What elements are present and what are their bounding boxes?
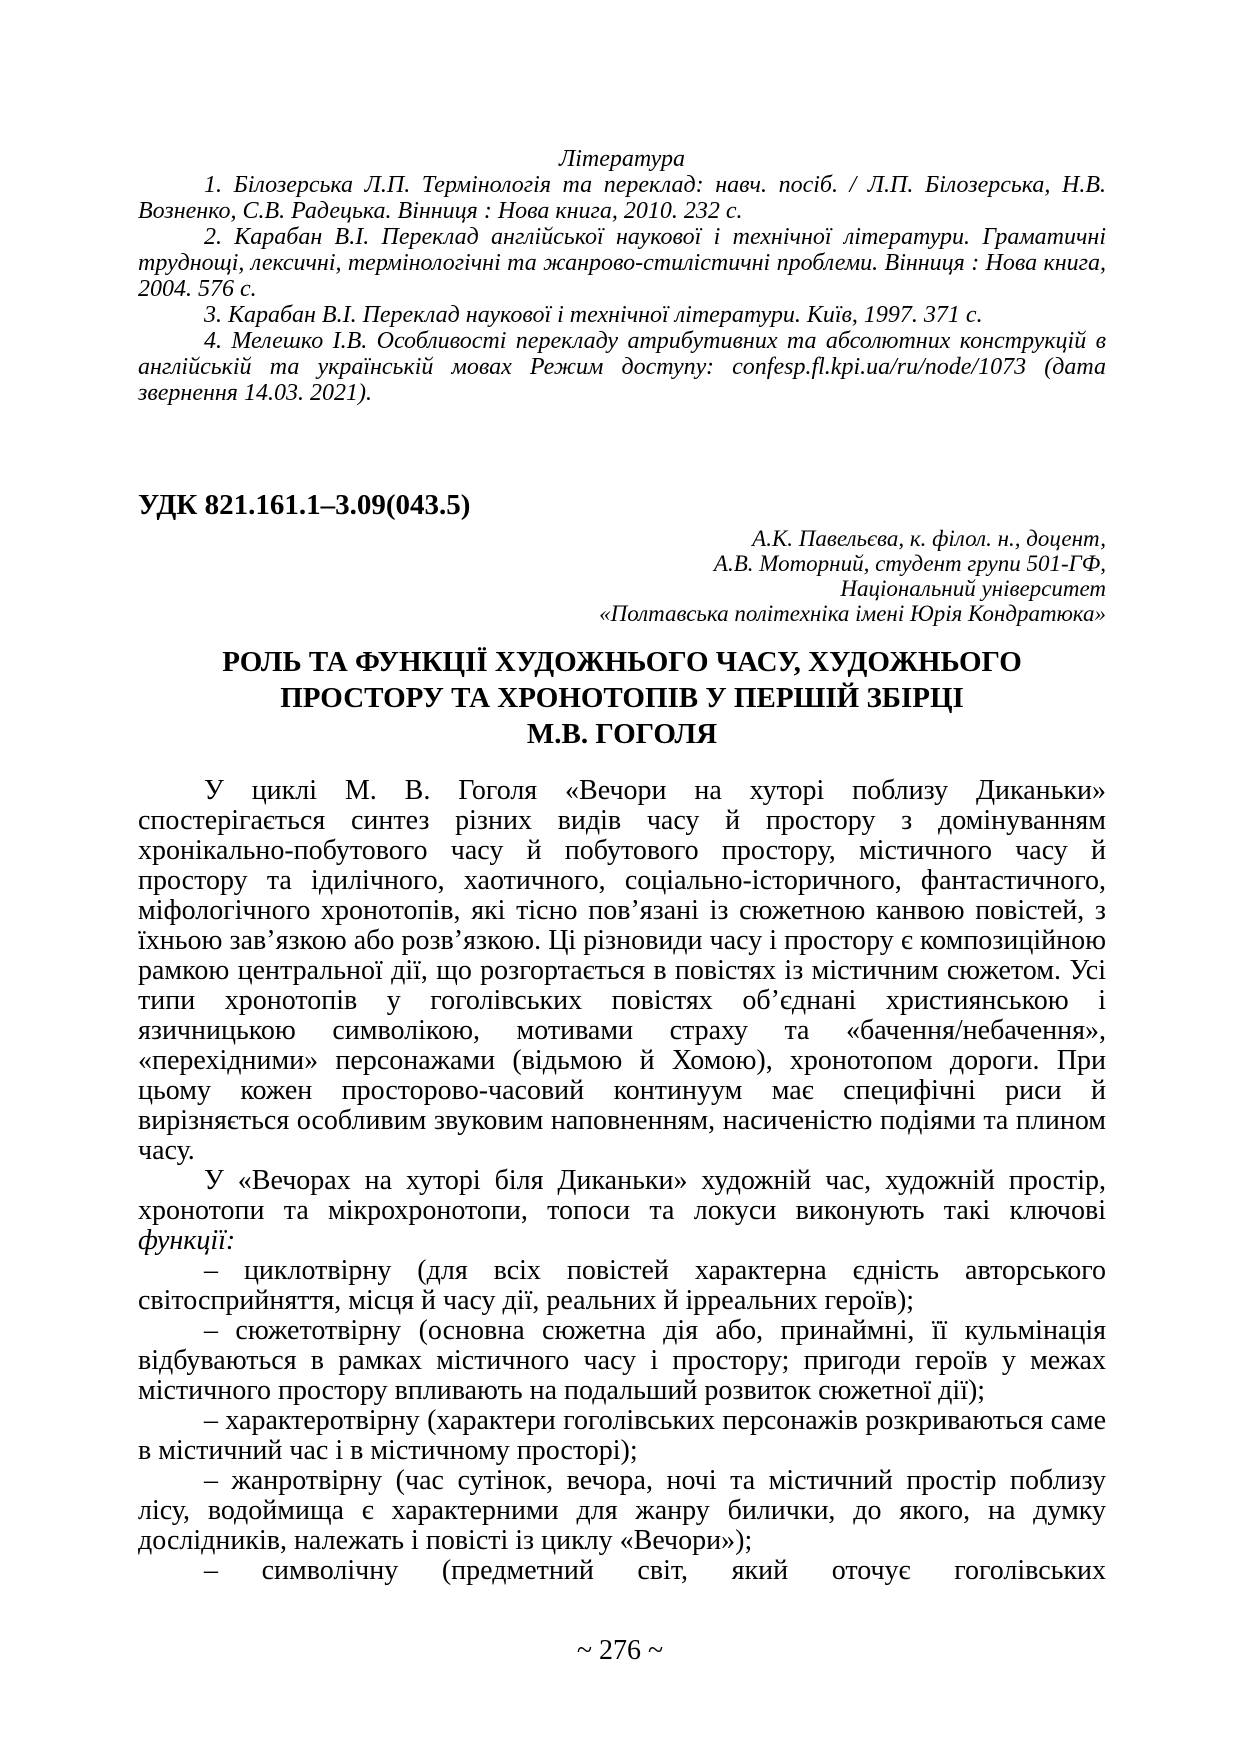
author-line: А.К. Павельєва, к. філол. н., доцент, (752, 526, 1106, 551)
article-title (138, 644, 1106, 752)
paragraph-text: У «Вечорах на хуторі біля Диканьки» художній час, художній простір, хронотопи та мікрохронотопи, топоси та локуси виконують такі ключові (138, 1165, 1106, 1226)
body-paragraph: У циклі М. В. Гоголя «Вечори на хуторі поблизу Диканьки» спостерігається синтез різних видів часу й простору з домінуванням хронікально-побутового часу й побутового простору, містичного часу й простору та ідилічного, хаотичного, соціально-історичного, фантастичного, міфологічного хронотопів, які тісно пов’язані із сюжетною канвою повістей, з їхньою зав’язкою або розв’язкою. Ці різновиди часу і простору є композиційною рамкою центральної дії, що розгортається в повістях із містичним сюжетом. Усі типи хронотопів у гоголівських повістях об’єднані християнською і язичницькою символікою, мотивами страху та «бачення/небачення», «перехідними» персонажами (відьмою й Хомою), хронотопом дороги. При цьому кожен просторово-часовий континуум має специфічні риси й вирізняється особливим звуковим наповненням, насиченістю подіями та плином часу. (138, 775, 1106, 1166)
function-bullet: – циклотвірну (для всіх повістей характерна єдність авторського світосприйняття, місця й часу дії, реальних й ірреальних героїв); (138, 1255, 1106, 1316)
udk-code: УДК 821.161.1–3.09(043.5) (138, 489, 471, 521)
affiliation-line: Національний університет (840, 576, 1106, 601)
reference-item: 2. Карабан В.І. Переклад англійської наукової і технічної літератури. Граматичні труднощі, лексичні, термінологічні та жанрово-стилістичні проблеми. Вінниця : Нова книга, 2004. 576 с. (138, 224, 1106, 302)
reference-item: 4. Мелешко І.В. Особливості перекладу атрибутивних та абсолютних конструкцій в англійській та українській мовах Режим доступу: confesp.fl.kpi.ua/ru/node/1073 (дата звернення 14.03. 2021). (138, 328, 1106, 406)
function-bullet: – жанротвірну (час сутінок, вечора, ночі та містичний простір поблизу лісу, водоймища є характерними для жанру билички, до якого, на думку дослідників, належать і повісті із циклу «Вечори»); (138, 1465, 1106, 1556)
function-bullet: – сюжетотвірну (основна сюжетна дія або, принаймні, її кульмінація відбуваються в рамках містичного часу і простору; пригоди героїв у межах містичного простору впливають на подальший розвиток сюжетної дії); (138, 1315, 1106, 1406)
paper-page (138, 146, 1106, 1586)
literature-section (138, 146, 1106, 406)
author-line: А.В. Моторний, студент групи 501-ГФ, (713, 551, 1106, 576)
reference-item: 3. Карабан В.І. Переклад наукової і технічної літератури. Київ, 1997. 371 с. (204, 302, 983, 328)
body-paragraph (138, 1166, 1106, 1256)
literature-heading: Література (559, 146, 685, 172)
title-line: М.В. ГОГОЛЯ (526, 718, 718, 750)
paragraph-italic-text: функції: (138, 1225, 236, 1256)
title-line: РОЛЬ ТА ФУНКЦІЇ ХУДОЖНЬОГО ЧАСУ, ХУДОЖНЬОГО (222, 646, 1022, 678)
affiliation-line: «Полтавська політехніка імені Юрія Кондратюка» (599, 601, 1106, 626)
reference-item: 1. Білозерська Л.П. Термінологія та переклад: навч. посіб. / Л.П. Білозерська, Н.В. Возненко, С.В. Радецька. Вінниця : Нова книга, 2010. 232 с. (138, 172, 1106, 224)
page-number: ~ 276 ~ (576, 1635, 664, 1666)
function-bullet: – символічну (предметний світ, який оточує гоголівських (204, 1555, 1106, 1586)
authors-block (138, 526, 1106, 626)
function-bullet: – характеротвірну (характери гоголівських персонажів розкриваються саме в містичний час і в містичному просторі); (138, 1405, 1106, 1466)
article-body (138, 776, 1106, 1586)
title-line: ПРОСТОРУ ТА ХРОНОТОПІВ У ПЕРШІЙ ЗБІРЦІ (280, 682, 964, 714)
